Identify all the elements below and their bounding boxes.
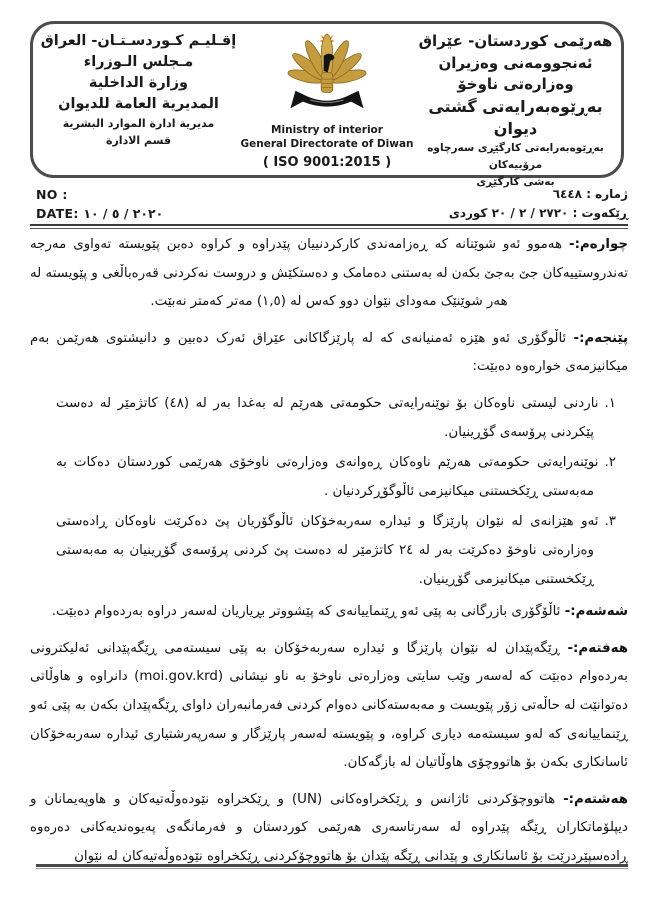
doc-date-label-en: DATE: xyxy=(36,206,79,221)
header-divider-rule xyxy=(30,224,628,229)
paragraph-fourth-text: هەموو ئەو شوێنانە کە ڕەزامەندی کارکردنییان پێدراوە و کراوە دەبن پێویستە تەواوی مەرجە تەندروستییەکان جێ بەجێ بکەن لە بەستنی دەمامک و دەستکێش و دروست نەکردنی قەرەباڵغی و پێویستە لە هەر شوێنێک مەودای نێوان دوو کەس لە (١,٥) مەتر کەمتر نەبێت. xyxy=(30,237,628,310)
document-body xyxy=(30,231,628,879)
iso-certification-label: ( ISO 9001:2015 ) xyxy=(262,155,392,170)
paragraph-eighth xyxy=(30,786,628,872)
doc-date-value-kurdish: ٢٧٢٠ / ٢ / ٢٠ xyxy=(491,206,569,220)
kurdish-line: وەزارەتی ناوخۆ xyxy=(457,75,574,93)
arabic-line: إقـليـم كـوردسـتـان- العراق xyxy=(40,33,237,49)
doc-number-label-ku: ژمارە : xyxy=(586,187,628,201)
doc-date-label-ku: ڕێکەوت : xyxy=(572,206,628,220)
letterhead-kurdish-block xyxy=(416,31,615,188)
paragraph-sixth-label: شەشەم:- xyxy=(564,604,628,620)
kurdish-line: بەڕێوەبەرایەتی گشتی دیوان xyxy=(428,96,603,138)
paragraph-fifth-label: پێنجەم:- xyxy=(573,330,628,346)
letterhead-center-block xyxy=(238,31,416,171)
paragraph-fifth-text: ئاڵوگۆری ئەو هێزە ئەمنیانەی کە لە پارێزگاکانی عێراق ئەرک دەبین و دانیشتوی هەرێمن بەم میکانیزمەی خوارەوە دەبێت: xyxy=(30,330,628,375)
arabic-line-small: قسم الادارة xyxy=(105,134,172,147)
numbered-list xyxy=(30,390,628,594)
list-item xyxy=(56,390,616,447)
doc-date-value-gregorian: ٢٠٢٠ / ٥ / ١٠ xyxy=(83,206,164,221)
doc-number-ku xyxy=(449,185,628,204)
paragraph-fourth-label: چوارەم:- xyxy=(569,237,628,252)
arabic-line-small: مديرية ادارة الموارد البشرية xyxy=(62,117,215,130)
emblem-body xyxy=(321,73,333,93)
paragraph-sixth xyxy=(30,598,628,627)
arabic-line: مـجلس الـوزراء xyxy=(83,54,194,70)
footer-rule xyxy=(36,864,628,869)
arabic-line: المديرية العامة للديوان xyxy=(58,96,219,112)
letterhead-box xyxy=(30,21,624,188)
paragraph-seventh-label: هەفتەم:- xyxy=(567,640,628,656)
doc-date-ku xyxy=(449,204,628,223)
list-item-text: ئەو هێزانەی لە نێوان پارێزگا و ئیدارە سەربەخۆکان ئاڵوگۆریان پێ دەکرێت ناوەکان ڕادەستی وەزارەتی ناوخۆ دەکرێت بەر لە ٢٤ کاتژمێر لە دەست پێ کردنی پرۆسەی گۆڕینیان بە مەبەستی ڕێکخستنی میکانیزمی گۆڕینیان. xyxy=(56,514,599,587)
list-item-number: ١. xyxy=(604,395,616,411)
list-item xyxy=(56,508,616,594)
arabic-line: وزارة الداخلية xyxy=(88,75,189,91)
doc-number-label-en: NO : xyxy=(36,187,68,202)
paragraph-sixth-text: ئاڵۆگۆری بازرگانی بە پێی ئەو ڕێنماییانەی کە پێشووتر بڕیاریان لەسەر دراوە بەردەوام دەبێت. xyxy=(51,604,561,620)
reference-right-ku xyxy=(449,185,628,223)
krg-eagle-emblem-icon xyxy=(279,31,375,124)
paragraph-eighth-label: هەشتەم:- xyxy=(563,791,628,807)
ministry-name-en: Ministry of interior xyxy=(271,124,383,136)
reference-left-en xyxy=(36,185,163,223)
kurdish-line: ئەنجوومەنی وەزیران xyxy=(438,53,593,72)
paragraph-fourth xyxy=(30,231,628,317)
paragraph-seventh-text: ڕێگەپێدان لە نێوان پارێزگا و ئیدارە سەربەخۆکان بە پێی سیستەمی ڕێگەپێدانی ئەلیکترونی بەردەوام دەبێت کە لەسەر وێب سایتی وەزارەتی ناوخۆ بە ناو نیشانی (moi.gov.krd) دانراوە و هاوڵاتی دەتوانێت لە حاڵەتی زۆر پێویست و مەبەستەکانی دەوام کردنی فەرمانبەران داوای ڕێگەپێدان بکەن بە پێی ئەو ڕێنماییانەی کە لەو سیستەمە دیاری کراوە، و پێویستە لەسەر پارێزگار و سەرپەرشتیاری ئیدارە سەربەخۆکان ئاسانکاری بکەن بۆ هاتووچۆی هاوڵاتیان لە بازگەکان. xyxy=(30,640,628,771)
directorate-name-en: General Directorate of Diwan xyxy=(240,137,414,150)
list-item-text: نوێنەرایەتی حکومەتی هەرێم ناوەکان ڕەوانەی وەزارەتی ناوخۆی هەرێمی کوردستان دەکات بە مەبەستی ڕێکخستنی میکانیزمی ئاڵوگۆڕکردنیان . xyxy=(56,455,599,499)
list-item xyxy=(56,449,616,506)
list-item-number: ٢. xyxy=(604,455,616,471)
list-item-number: ٣. xyxy=(604,514,616,530)
kurdish-line-small: بەشی کارگێڕی xyxy=(476,175,555,188)
list-item-text: ناردنی لیستی ناوەکان بۆ نوێنەرایەتی حکومەتی هەرێم لە بەغدا بەر لە (٤٨) کاتژمێر لە دەست پێکردنی پرۆسەی گۆڕینیان. xyxy=(56,395,599,440)
paragraph-fifth xyxy=(30,325,628,382)
reference-row xyxy=(36,185,628,223)
paragraph-seventh xyxy=(30,635,628,778)
doc-date-suffix-ku: کوردی xyxy=(448,206,488,220)
doc-number-value: ٦٤٤٨ xyxy=(552,187,582,201)
letterhead-arabic-block xyxy=(39,31,238,171)
kurdish-line-small: بەڕێوەبەرایەتی کارگێڕی سەرچاوە مرۆییەکان xyxy=(427,141,604,171)
emblem-ribbon xyxy=(290,91,363,108)
doc-date-en xyxy=(36,204,163,223)
paragraph-eighth-text: هاتووچۆکردنی ئاژانس و ڕێکخراوەکانی (UN) و ڕێکخراوە نێودەوڵەتیەکان و هاوپەیمانان و دیپلۆماتکاران ڕێگە پێدراوە لە سەرتاسەری هەرێمی کوردستان و فەرمانگەی پەیوەندیەکانی دەرەوە ڕادەسپێردرێت بۆ ئاسانکاری و پێدانی ڕێگە پێدان بۆ هاتووچۆکردنی ڕێکخراوە نێودەوڵەتیەکان لە نێوان xyxy=(30,791,628,864)
kurdish-line: هەرێمی کوردستان- عێراق xyxy=(418,32,613,50)
